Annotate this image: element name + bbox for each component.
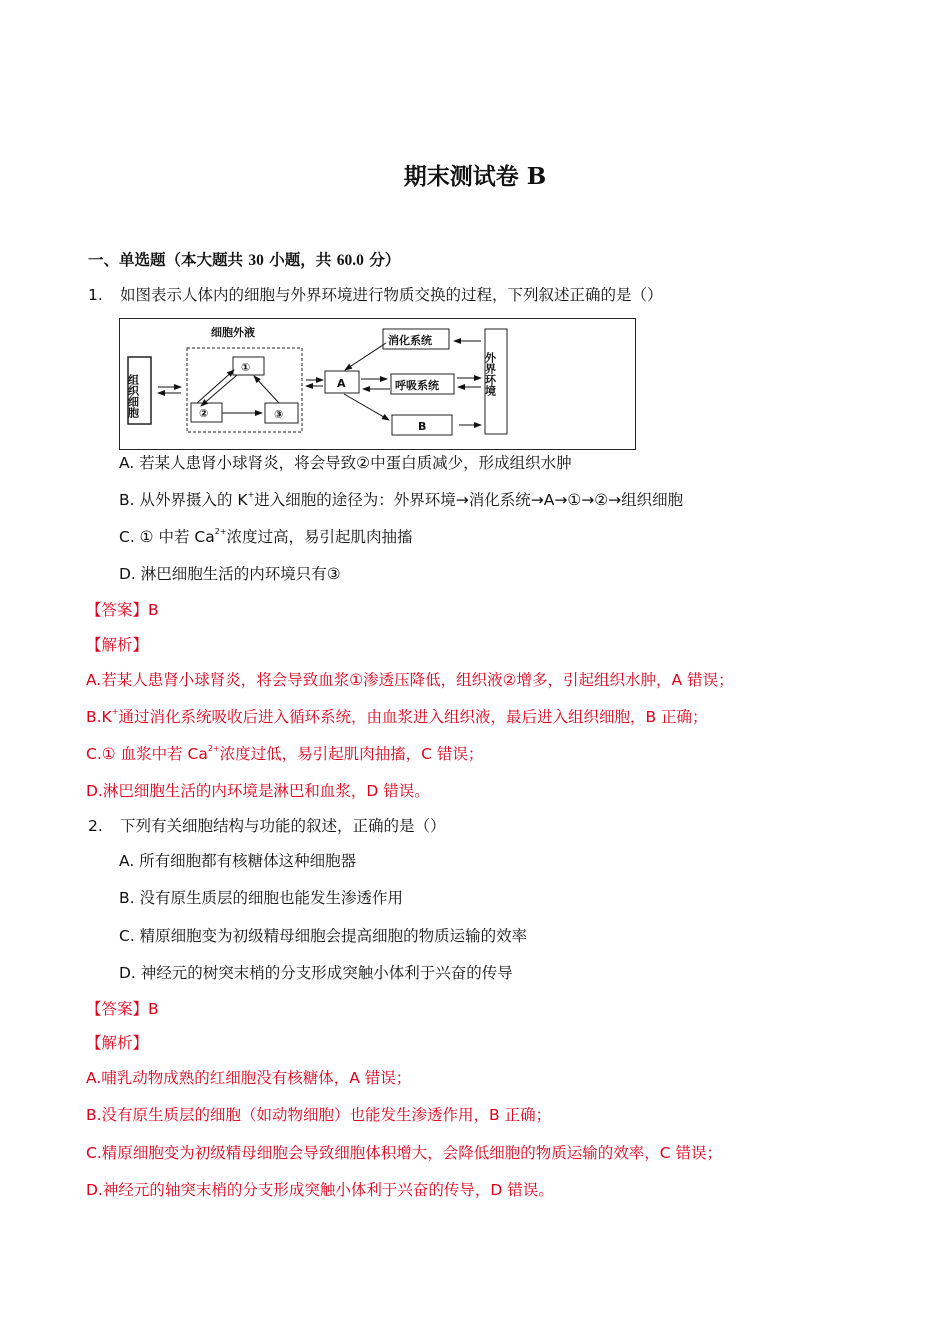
section-text: 小题，共 [263,251,337,269]
q2-analysis-b: B.没有原生质层的细胞（如动物细胞）也能发生渗透作用，B 正确； [86,1106,552,1124]
q1-answer: 【答案】B [86,601,159,619]
option-text: 浓度过高，易引起肌肉抽搐 [226,528,413,546]
q1-option-c [119,527,413,547]
option-text: A. 若某人患肾小球肾炎，将会导致②中蛋白质减少，形成组织水肿 [119,454,572,472]
section-header [88,250,400,271]
question-number: 2. [88,817,103,835]
section-text: 分） [363,251,401,269]
question-2-stem [88,816,446,836]
question-text: 如图表示人体内的细胞与外界环境进行物质交换的过程，下列叙述正确的是（） [120,286,663,304]
superscript: 2+ [207,744,220,753]
superscript: 2+ [214,527,227,536]
analysis-text: C.① 血浆中若 Ca [86,745,208,763]
q1-option-a [119,453,572,473]
analysis-text: B.K [86,708,112,726]
label-cell: 组织细胞 [126,374,140,418]
superscript: + [111,707,119,716]
q1-analysis-b [86,707,708,727]
exchange-diagram [119,318,637,451]
superscript: + [247,490,255,499]
option-text: 进入细胞的途径为：外界环境→消化系统→A→①→②→组织细胞 [254,491,684,509]
option-text: D. 淋巴细胞生活的内环境只有③ [119,565,341,583]
question-text: 下列有关细胞结构与功能的叙述，正确的是（） [120,817,446,835]
q2-analysis-c: C.精原细胞变为初级精母细胞会导致细胞体积增大，会降低细胞的物质运输的效率，C 错误； [86,1144,723,1162]
q2-analysis-d: D.神经元的轴突末梢的分支形成突触小体利于兴奋的传导，D 错误。 [86,1181,554,1199]
q1-option-b [119,490,683,510]
label-digestive: 消化系统 [388,334,432,347]
label-env: 外界环境 [483,352,497,396]
label-respiratory: 呼吸系统 [395,379,439,392]
q1-analysis-d [86,781,430,801]
q1-analysis-label: 【解析】 [86,636,149,654]
question-1-stem [88,285,663,305]
label-ecf: 细胞外液 [211,326,255,339]
total-score: 60.0 [336,252,364,269]
q2-answer: 【答案】B [86,1000,159,1018]
q2-option-a: A. 所有细胞都有核糖体这种细胞器 [119,852,357,870]
option-text: C. ① 中若 Ca [119,528,215,546]
analysis-text: A.若某人患肾小球肾炎，将会导致血浆①渗透压降低，组织液②增多，引起组织水肿，A 错误； [86,671,734,689]
label-3: ③ [274,408,284,421]
section-text: 一、单选题（本大题共 [88,251,249,269]
analysis-text: D.淋巴细胞生活的内环境是淋巴和血浆，D 错误。 [86,782,430,800]
analysis-text: 通过消化系统吸收后进入循环系统，由血浆进入组织液，最后进入组织细胞，B 正确； [118,708,708,726]
label-2: ② [199,407,209,420]
question-count: 30 [248,252,264,269]
diagram-frame [120,319,636,450]
question-number: 1. [88,286,103,304]
q2-option-b: B. 没有原生质层的细胞也能发生渗透作用 [119,889,403,907]
q2-analysis-a: A.哺乳动物成熟的红细胞没有核糖体，A 错误； [86,1069,412,1087]
page-title: 期末测试卷 B [403,163,547,190]
q1-analysis-a [86,670,734,690]
q1-option-d [119,564,341,584]
option-text: B. 从外界摄入的 K [119,491,248,509]
label-1: ① [241,361,251,374]
q2-analysis-label: 【解析】 [86,1034,149,1052]
analysis-text: 浓度过低，易引起肌肉抽搐，C 错误； [219,745,484,763]
q2-option-d: D. 神经元的树突末梢的分支形成突触小体利于兴奋的传导 [119,964,513,982]
q2-option-c: C. 精原细胞变为初级精母细胞会提高细胞的物质运输的效率 [119,927,528,945]
label-a: A [337,377,346,390]
q1-analysis-c [86,744,483,764]
label-b: B [418,420,427,433]
